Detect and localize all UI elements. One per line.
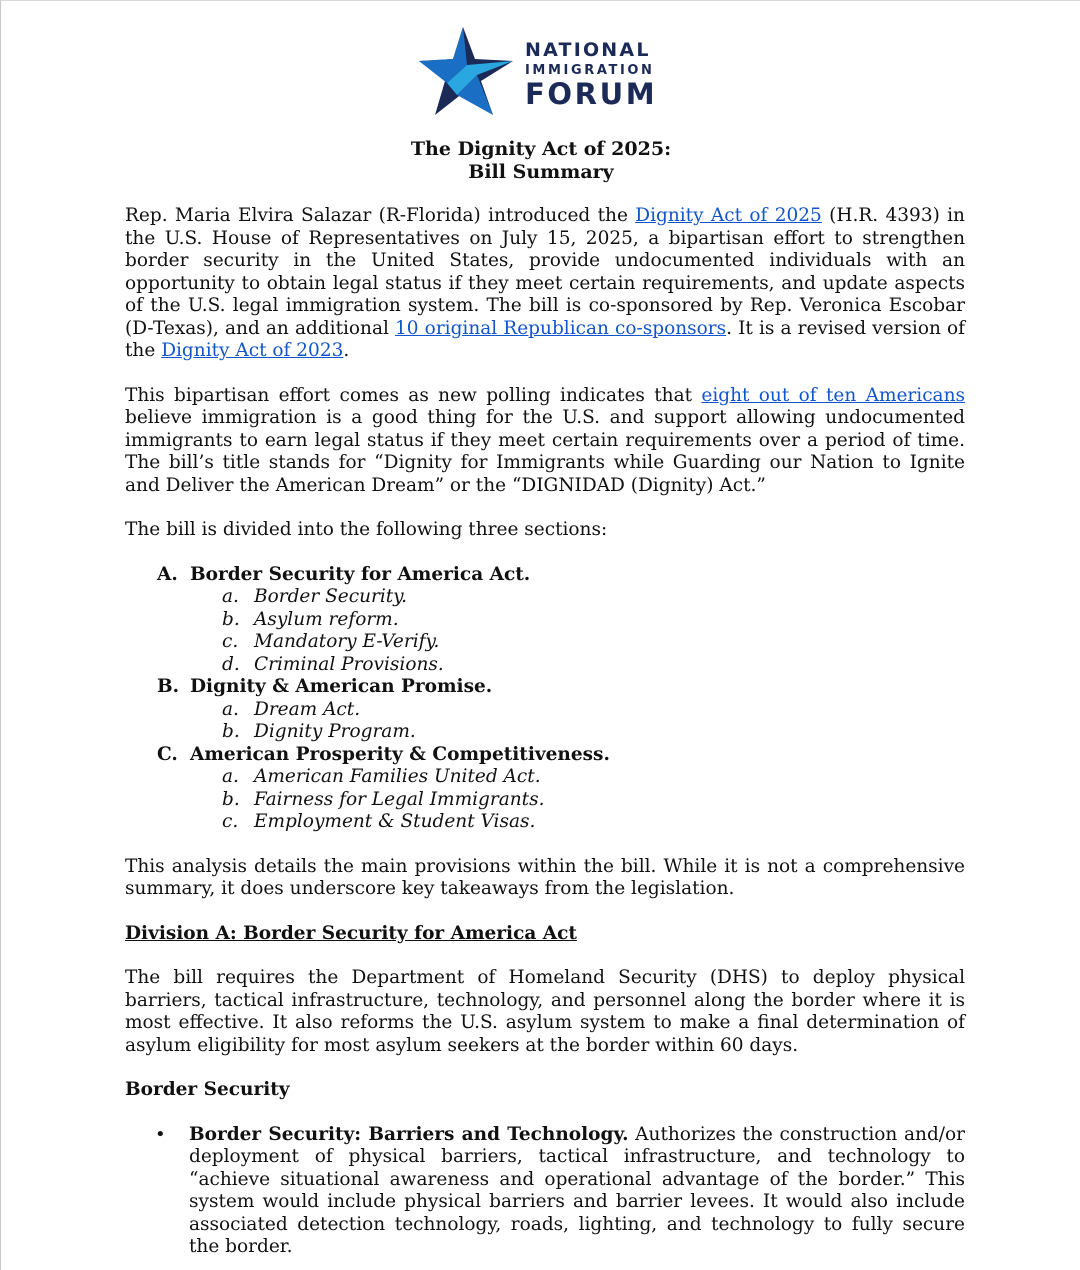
item-text: Fairness for Legal Immigrants. <box>254 788 545 810</box>
item-text: Mandatory E-Verify. <box>254 631 440 652</box>
item-text: Asylum reform. <box>254 608 399 630</box>
list-item <box>125 699 965 722</box>
organization-logo <box>417 25 657 117</box>
bullet-title: Border Security: Barriers and Technology. <box>189 1123 629 1145</box>
sections-list <box>125 564 965 834</box>
section-title: Border Security for America Act. <box>190 563 531 585</box>
title-line-2: Bill Summary <box>468 161 614 183</box>
list-item <box>125 609 965 632</box>
logo-line-immigration: IMMIGRATION <box>525 63 655 78</box>
section-letter: A. <box>157 563 178 585</box>
section-a <box>125 564 965 587</box>
item-text: Criminal Provisions. <box>254 653 444 675</box>
item-letter: b. <box>222 721 240 742</box>
item-letter: b. <box>222 788 240 810</box>
logo-wordmark <box>525 41 657 109</box>
section-title: American Prosperity & Competitiveness. <box>190 743 610 765</box>
item-letter: c. <box>222 811 239 832</box>
item-letter: a. <box>222 698 239 720</box>
analysis-paragraph: This analysis details the main provisions within the bill. While it is not a comprehensive summary, it does underscore key takeaways from the legislation. <box>125 855 965 899</box>
list-item <box>125 766 965 789</box>
list-item <box>125 811 965 834</box>
list-item <box>125 654 965 677</box>
intro-text-3: . It is a revised version of the <box>125 317 965 361</box>
item-letter: a. <box>222 766 239 787</box>
link-dignity-act-2025[interactable]: Dignity Act of 2025 <box>635 205 822 226</box>
section-b <box>125 676 965 699</box>
bullet-text: Authorizes the construction and/or deployment of physical barriers, tactical infrastructure, and technology to “achieve situational awareness and operational advantage of the border.” This system would include physical barriers and barrier levees. It would also include associated detection technology, roads, lighting, and technology to fully secure the border. <box>189 1123 965 1257</box>
division-a-paragraph: The bill requires the Department of Homeland Security (DHS) to deploy physical barriers, tactical infrastructure, technology, and personnel along the border where it is most effective. It also reforms the U.S. asylum system to make a final determination of asylum eligibility for most asylum seekers at the border within 60 days. <box>125 967 965 1056</box>
item-letter: c. <box>222 631 239 652</box>
bullet-paragraph <box>189 1124 965 1259</box>
document-title <box>1 138 1080 184</box>
logo-line-forum: FORUM <box>525 77 658 111</box>
item-letter: d. <box>222 653 240 675</box>
section-c <box>125 744 965 767</box>
link-original-cosponsors[interactable]: 10 original Republican co-sponsors <box>395 317 727 339</box>
intro-text-2: (H.R. 4393) in the U.S. House of Representatives on July 15, 2025, a bipartisan effort to strengthen border security in the United States, provide undocumented individuals with an opportunity to obtain legal status if they meet certain requirements, and update aspects of the U.S. legal immigration system. The bill is co-sponsored by Rep. Veronica Escobar (D-Texas), and an additional <box>125 205 965 339</box>
star-icon <box>417 25 517 117</box>
intro-paragraph <box>125 205 965 363</box>
list-item <box>125 1124 965 1259</box>
item-text: Dignity Program. <box>254 721 416 742</box>
polling-paragraph <box>125 385 965 498</box>
section-letter: B. <box>157 676 180 697</box>
list-item <box>125 721 965 744</box>
section-letter: C. <box>157 743 178 765</box>
logo-line-national: NATIONAL <box>525 39 651 61</box>
polling-text-2: believe immigration is a good thing for the U.S. and support allowing undocumented immigrants to earn legal status if they meet certain requirements over a period of time. The bill’s title stands for “Dignity for Immigrants while Guarding our Nation to Ignite and Deliver the American Dream” or the “DIGNIDAD (Dignity) Act.” <box>125 407 965 496</box>
title-line-1: The Dignity Act of 2025: <box>410 138 672 160</box>
item-letter: b. <box>222 608 240 630</box>
item-text: Border Security. <box>254 586 408 607</box>
document-body <box>125 205 965 1259</box>
section-title: Dignity & American Promise. <box>190 676 493 697</box>
item-text: American Families United Act. <box>254 766 541 787</box>
border-security-heading: Border Security <box>125 1079 290 1100</box>
list-item <box>125 586 965 609</box>
intro-text-4: . <box>343 340 350 361</box>
sections-intro: The bill is divided into the following three sections: <box>125 519 608 540</box>
division-a-heading: Division A: Border Security for America Act <box>125 922 577 944</box>
list-item <box>125 631 965 654</box>
link-dignity-act-2023[interactable]: Dignity Act of 2023 <box>161 340 344 361</box>
list-item <box>125 789 965 812</box>
bullet-icon: • <box>155 1123 166 1145</box>
polling-text-1: This bipartisan effort comes as new polling indicates that <box>125 384 702 406</box>
intro-text-1: Rep. Maria Elvira Salazar (R-Florida) introduced the <box>125 205 636 226</box>
link-polling[interactable]: eight out of ten Americans <box>701 384 965 406</box>
item-text: Employment & Student Visas. <box>254 811 536 832</box>
item-letter: a. <box>222 586 239 607</box>
item-text: Dream Act. <box>254 698 361 720</box>
